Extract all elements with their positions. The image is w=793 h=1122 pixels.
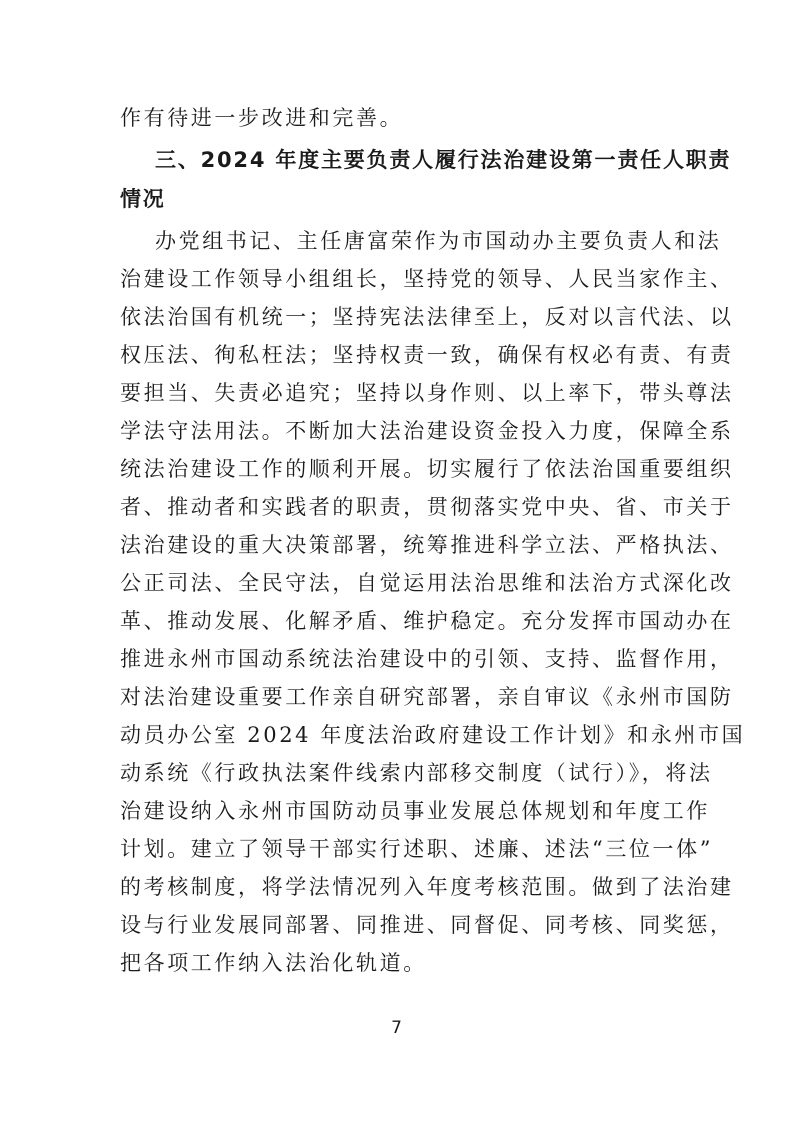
paragraph-line: 者、推动者和实践者的职责，贯彻落实党中央、省、市关于 [120, 495, 734, 519]
paragraph-line: 对法治建设重要工作亲自研究部署，亲自审议《永州市国防 [120, 685, 734, 709]
page-number: 7 [391, 1018, 402, 1038]
paragraph-line: 统法治建设工作的顺利开展。切实履行了依法治国重要组织 [120, 457, 734, 481]
paragraph-line: 动系统《行政执法案件线索内部移交制度（试行）》，将法 [120, 761, 713, 785]
paragraph-line: 法治建设的重大决策部署，统筹推进科学立法、严格执法、 [120, 533, 734, 557]
paragraph-line: 要担当、失责必追究；坚持以身作则、以上率下，带头尊法 [120, 381, 734, 405]
paragraph-line: 办党组书记、主任唐富荣作为市国动办主要负责人和法 [155, 229, 722, 253]
paragraph-line: 设与行业发展同部署、同推进、同督促、同考核、同奖惩， [120, 913, 734, 937]
continuation-line: 作有待进一步改进和完善。 [120, 106, 404, 130]
paragraph-line: 革、推动发展、化解矛盾、维护稳定。充分发挥市国动办在 [120, 609, 734, 633]
section-heading-line-1: 三、2024 年度主要负责人履行法治建设第一责任人职责 [155, 148, 732, 172]
section-heading-line-2: 情况 [120, 187, 166, 211]
paragraph-line: 治建设工作领导小组组长，坚持党的领导、人民当家作主、 [120, 267, 734, 291]
paragraph-line: 学法守法用法。不断加大法治建设资金投入力度，保障全系 [120, 419, 734, 443]
paragraph-line: 动员办公室 2024 年度法治政府建设工作计划》和永州市国 [120, 723, 746, 747]
paragraph-line: 的考核制度，将学法情况列入年度考核范围。做到了法治建 [120, 875, 734, 899]
paragraph-line: 治建设纳入永州市国防动员事业发展总体规划和年度工作 [120, 799, 710, 823]
paragraph-line: 计划。建立了领导干部实行述职、述廉、述法“三位一体” [120, 837, 714, 861]
paragraph-line: 公正司法、全民守法，自觉运用法治思维和法治方式深化改 [120, 571, 734, 595]
paragraph-line: 依法治国有机统一；坚持宪法法律至上，反对以言代法、以 [120, 305, 734, 329]
paragraph-line: 权压法、徇私枉法；坚持权责一致，确保有权必有责、有责 [120, 343, 734, 367]
paragraph-line: 把各项工作纳入法治化轨道。 [120, 951, 427, 975]
paragraph-line: 推进永州市国动系统法治建设中的引领、支持、监督作用， [120, 647, 734, 671]
